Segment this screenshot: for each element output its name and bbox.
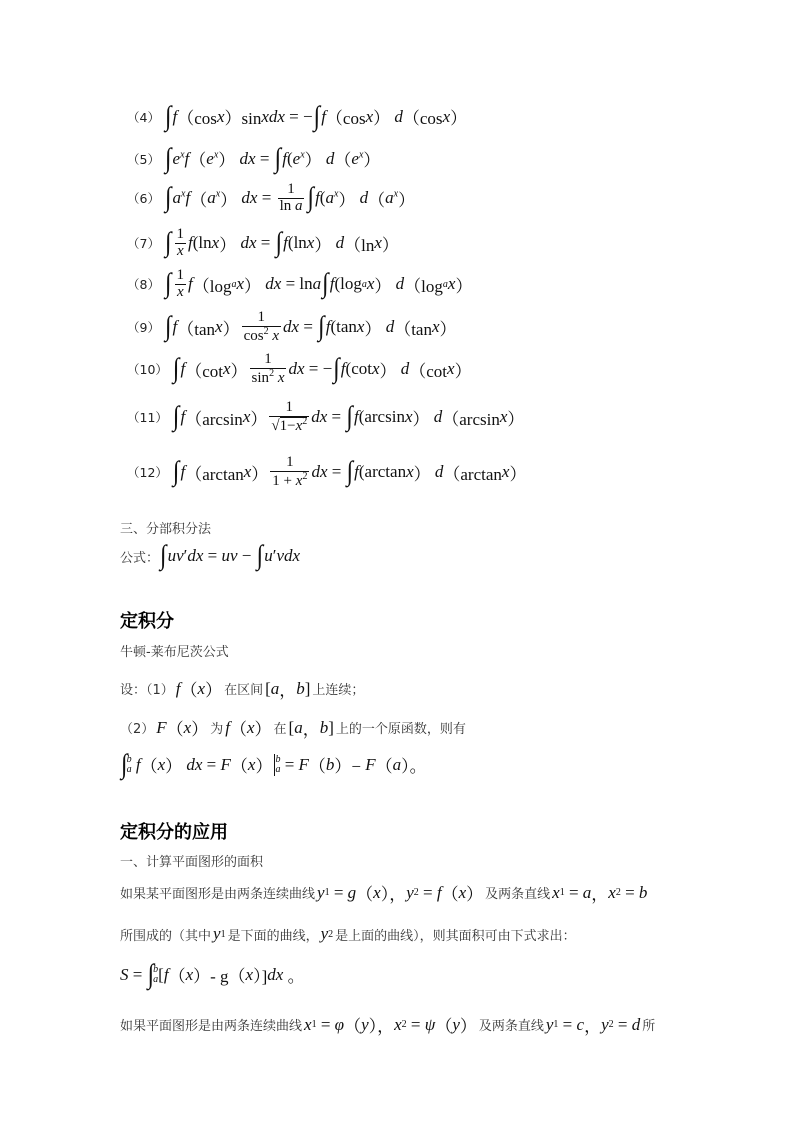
formula-number: （8）	[127, 277, 160, 293]
formula-number: （7）	[127, 236, 160, 252]
formula-expression: ∫ f （cos x ）sin xdx = − ∫ f （cos x ） d （cos x ）	[164, 101, 468, 132]
formula-number: （6）	[127, 191, 160, 207]
section-plane-area: 一、计算平面图形的面积	[120, 855, 264, 870]
condition-1: 设：（1） f （ x ） 在区间 [ a ， b ] 上连续；	[120, 678, 365, 700]
formula-number: （10）	[127, 362, 168, 378]
formula-number: （9）	[127, 320, 160, 336]
paragraph-2: 所围成的（其中 y 1 是下面的曲线， y 2 是上面的曲线），则其面积可由下式求出：	[120, 924, 576, 944]
heading-applications: 定积分的应用	[120, 822, 228, 843]
formula-expression: ∫ f （cot x ） $\frac{1}{\sin^2 x}$ dx = − ∫ f (cot x ） d （cot x ）	[172, 351, 472, 386]
formula-10	[127, 352, 472, 387]
formula-expression: S = ∫ b a [ f （ x ）- g（ x ）] dx 。	[120, 959, 305, 990]
formula-expression: ∫ uv ′ dx = uv − ∫ u ′ vdx	[160, 541, 301, 571]
formula-expression: ∫ f （arcsin x ） $\frac{1}{√1-x^2}$ dx = ∫ f (arcsin x ） d （arcsin x ）	[172, 399, 525, 434]
formula-expression: ∫ $e^xf$ （ $e^x$ ） dx = ∫ f ( $e^x$ ） d （ $e^x$ ）	[164, 143, 381, 174]
formula-expression: ∫ $a^xf$ （ $a^x$ ） dx = $\frac{1}{\text{ln a}}$ ∫ f ( $a^x$ ） d （ $a^x$ ）	[164, 181, 416, 214]
formula-number: （4）	[127, 109, 160, 125]
heading-definite-integral: 定积分	[120, 611, 174, 632]
paragraph-1: 如果某平面图形是由两条连续曲线 y 1 = g （ x ）， y 2 = f （ x ） 及两条直线 x 1 = a ， x 2 = b	[120, 882, 648, 904]
formula-expression: ∫ b a f （ x ） dx = F （ x ） b a = F （ b ）− F （ a ）。	[121, 749, 427, 780]
formula-expression: ∫ f （tan x ） $\frac{1}{\cos^2 x}$ dx = ∫ f (tan x ） d （tan x ）	[164, 309, 457, 344]
formula-8	[127, 268, 472, 301]
integration-by-parts-formula: 公式： ∫ uv ′ dx = uv − ∫ u ′ vdx	[120, 541, 301, 571]
formula-11	[127, 400, 524, 435]
formula-expression: ∫ f （arctan x ） $\frac{1}{1 + x^2}$ dx = ∫ f (arctan x ） d （arctan x ）	[172, 454, 527, 489]
formula-7	[127, 227, 399, 260]
section-integration-by-parts-title: 三、分部积分法	[120, 522, 212, 537]
newton-leibniz-formula	[120, 749, 427, 780]
area-formula	[120, 959, 305, 990]
formula-number: （5）	[127, 151, 160, 167]
formula-expression: ∫ $\frac{1}{x}$ f （log a x ） dx = ln a ∫ f (log a x ） d （log a x ）	[164, 267, 473, 300]
paragraph-3: 如果平面图形是由两条连续曲线 x 1 = φ （ y ）， x 2 = ψ （ y ） 及两条直线 y 1 = c ， y 2 = d 所	[120, 1014, 656, 1036]
formula-12	[127, 455, 526, 490]
formula-9	[127, 310, 457, 345]
formula-expression: ∫ $\frac{1}{x}$ f (ln x ） dx = ∫ f (ln x ） d （ln x ）	[164, 226, 399, 259]
newton-leibniz-subtitle: 牛顿-莱布尼茨公式	[120, 645, 229, 660]
formula-5	[127, 143, 381, 174]
formula-4	[127, 101, 468, 132]
formula-6	[127, 182, 415, 215]
condition-2: （2） F （ x ） 为 f （ x ） 在 [ a ， b ] 上的一个原函数，则有	[120, 717, 466, 739]
formula-number: （12）	[127, 465, 168, 481]
formula-number: （11）	[127, 410, 168, 426]
